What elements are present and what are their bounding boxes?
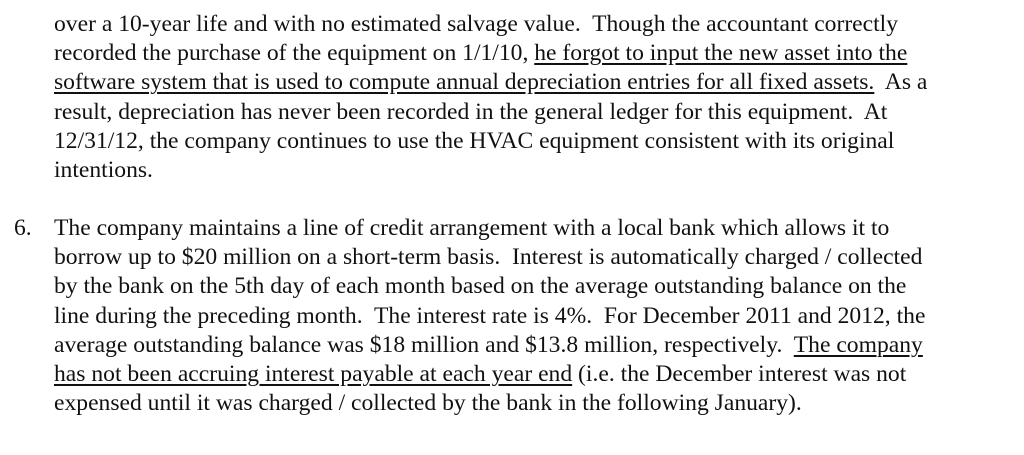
underlined-text-run: software system that is used to compute annual depreciation entries for all fixed assets. [54, 69, 875, 96]
text-line [54, 272, 925, 301]
list-item-6-paragraph [54, 214, 925, 418]
text-run: result, depreciation has never been recorded in the general ledger for this equipment. At [54, 98, 888, 125]
underlined-text-run: he forgot to input the new asset into the [534, 40, 908, 67]
text-line [54, 331, 925, 360]
text-line [54, 39, 927, 68]
text-line [54, 10, 927, 39]
text-line [54, 389, 925, 418]
paragraph-continued [54, 10, 927, 185]
text-run: As a [874, 69, 928, 96]
text-line [54, 243, 925, 272]
text-line [54, 302, 925, 331]
text-line [54, 360, 925, 389]
list-item-number: 6. [14, 215, 32, 241]
text-run: (i.e. the December interest was not [572, 360, 907, 387]
text-run: over a 10-year life and with no estimated salvage value. Though the accountant correctly [54, 11, 899, 37]
text-run: The company maintains a line of credit arrangement with a local bank which allows it to [54, 215, 890, 241]
underlined-text-run: has not been accruing interest payable at each year end [54, 360, 573, 387]
text-line [54, 68, 927, 97]
text-line [54, 156, 927, 185]
text-run: 12/31/12, the company continues to use the HVAC equipment consistent with its original [54, 127, 895, 154]
text-run: by the bank on the 5th day of each month based on the average outstanding balance on the [54, 273, 907, 300]
text-line [54, 127, 927, 156]
text-run: line during the preceding month. The interest rate is 4%. For December 2011 and 2012, the [54, 302, 926, 329]
text-run: borrow up to $20 million on a short-term basis. Interest is automatically charged / collected [54, 244, 923, 271]
text-run: average outstanding balance was $18 million and $13.8 million, respectively. [54, 331, 794, 358]
text-run: expensed until it was charged / collected by the bank in the following January). [54, 390, 802, 417]
underlined-text-run: The company [793, 331, 923, 358]
text-line [54, 98, 927, 127]
text-line [54, 214, 925, 243]
text-run: recorded the purchase of the equipment on 1/1/10, [54, 40, 535, 67]
text-run: intentions. [54, 156, 153, 183]
